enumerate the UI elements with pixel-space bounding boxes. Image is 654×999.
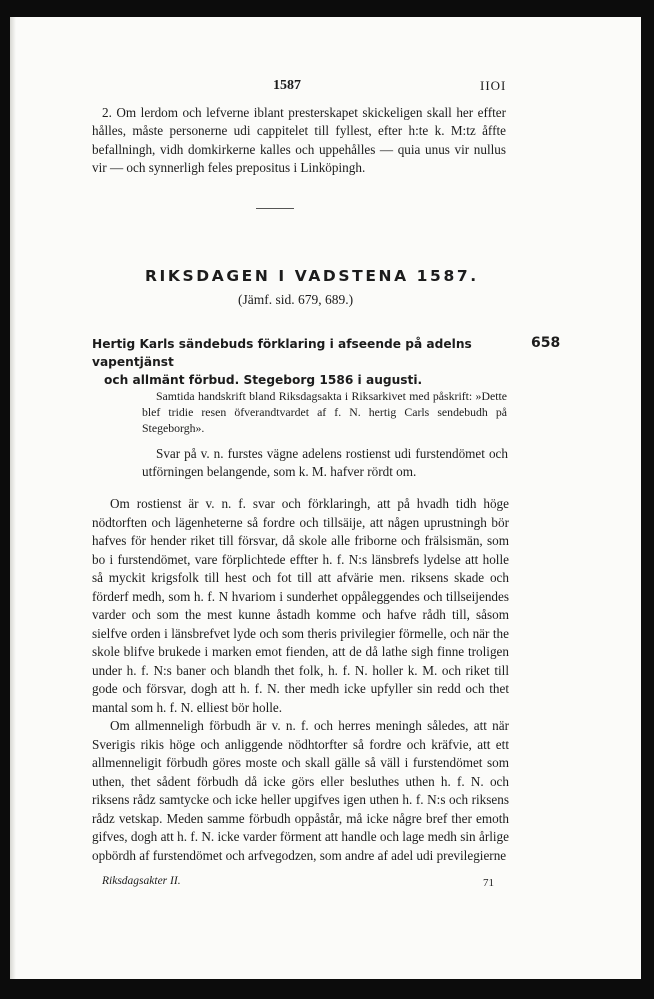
section-divider [256, 208, 294, 209]
main-paragraph-1: Om rostienst är v. n. f. svar och förklaringh, att på hvadh tidh höge nödtorften och lägenheterne så fordre och tillsäije, att någen uprustningh bör hafves för hender riket till försvar, då skole alle friborne och frälsismän, som bo i furstendömet, vare förplichtede effter h. f. N:s länsbrefs lydelse att holle så myckit krigsfolk till hest och fot till att afvärie men. riksens skade och förderf medh, som h. f. N hvariom i sunderhet oppåleggendes och tillseijendes varder och som the mest kunne åstadh komme och hafve rådh till, såsom sielfve orden i länsbrefvet lyde och som theris privilegier förmelle, och när the skole blifve brukede i marken emot fienden, att de då lathe sigh finne troligen under h. f. N:s baner och blandh thet folk, h. f. N. holler k. M. och riket till gode och försvar, dogh att h. f. N. ther medh icke upfyller sin redd och thet mantal som h. f. N. elliest bör holle. [92, 496, 509, 715]
main-paragraph-2: Om allmenneligh förbudh är v. n. f. och herres meningh således, att när Sverigis rikis höge och anliggende nödhtorfter så fordre och kräfvie, att ett allmenneligit förbudh göres moste och skall gälle så väll i furstendömet som uthen, thet sådent förbudh då icke görs eller besluthes uthen h. f. N. och riksens rådz samtycke och icke heller upgifves igen uthen h. f. N:s och riksens rådz vetskap. Meden samme förbudh oppåstår, må icke någre bref ther emoth gifves, dogh att h. f. N. icke varder förment att handle och lage medh sin årlige opbördh af furstendömet och arfvegodzen, som andre af adel udi previlegierne [92, 718, 509, 863]
source-note: Samtida handskrift bland Riksdagsakta i Riksarkivet med påskrift: »Dette blef tridie resen öfverandtvardet af f. N. hertig Carls sendebudh på Stegeborgh». [142, 389, 507, 435]
margin-number: 658 [531, 335, 561, 351]
document-heading-line2: och allmänt förbud. Stegeborg 1586 i augusti. [104, 373, 423, 387]
footer-source: Riksdagsakter II. [102, 875, 181, 887]
document-page [10, 17, 641, 979]
section-title: RIKSDAGEN I VADSTENA 1587. [145, 267, 479, 285]
document-heading [92, 335, 522, 389]
answer-heading: Svar på v. n. furstes vägne adelens rostienst udi furstendömet och utförningen belangende, som k. M. hafver rördt om. [142, 446, 508, 480]
compare-reference: (Jämf. sid. 679, 689.) [238, 292, 354, 307]
intro-paragraph: 2. Om lerdom och lefverne iblant presterskapet skickeligen skall her effter hålles, måste personerne udi cappitelet till fyllest, efter h:te k. M:tz åffte befallningh, vidh domkirkerne kalles och uppehålles — quia unus vir nullus vir — och synnerligh feles prepositus i Linköpingh. [92, 105, 506, 176]
main-text [92, 495, 509, 865]
document-heading-line1: Hertig Karls sändebuds förklaring i afseende på adelns vapentjänst [92, 337, 472, 369]
footer-signature-number: 71 [483, 877, 494, 889]
header-page-number: IIOI [480, 78, 507, 93]
header-year: 1587 [273, 78, 301, 93]
